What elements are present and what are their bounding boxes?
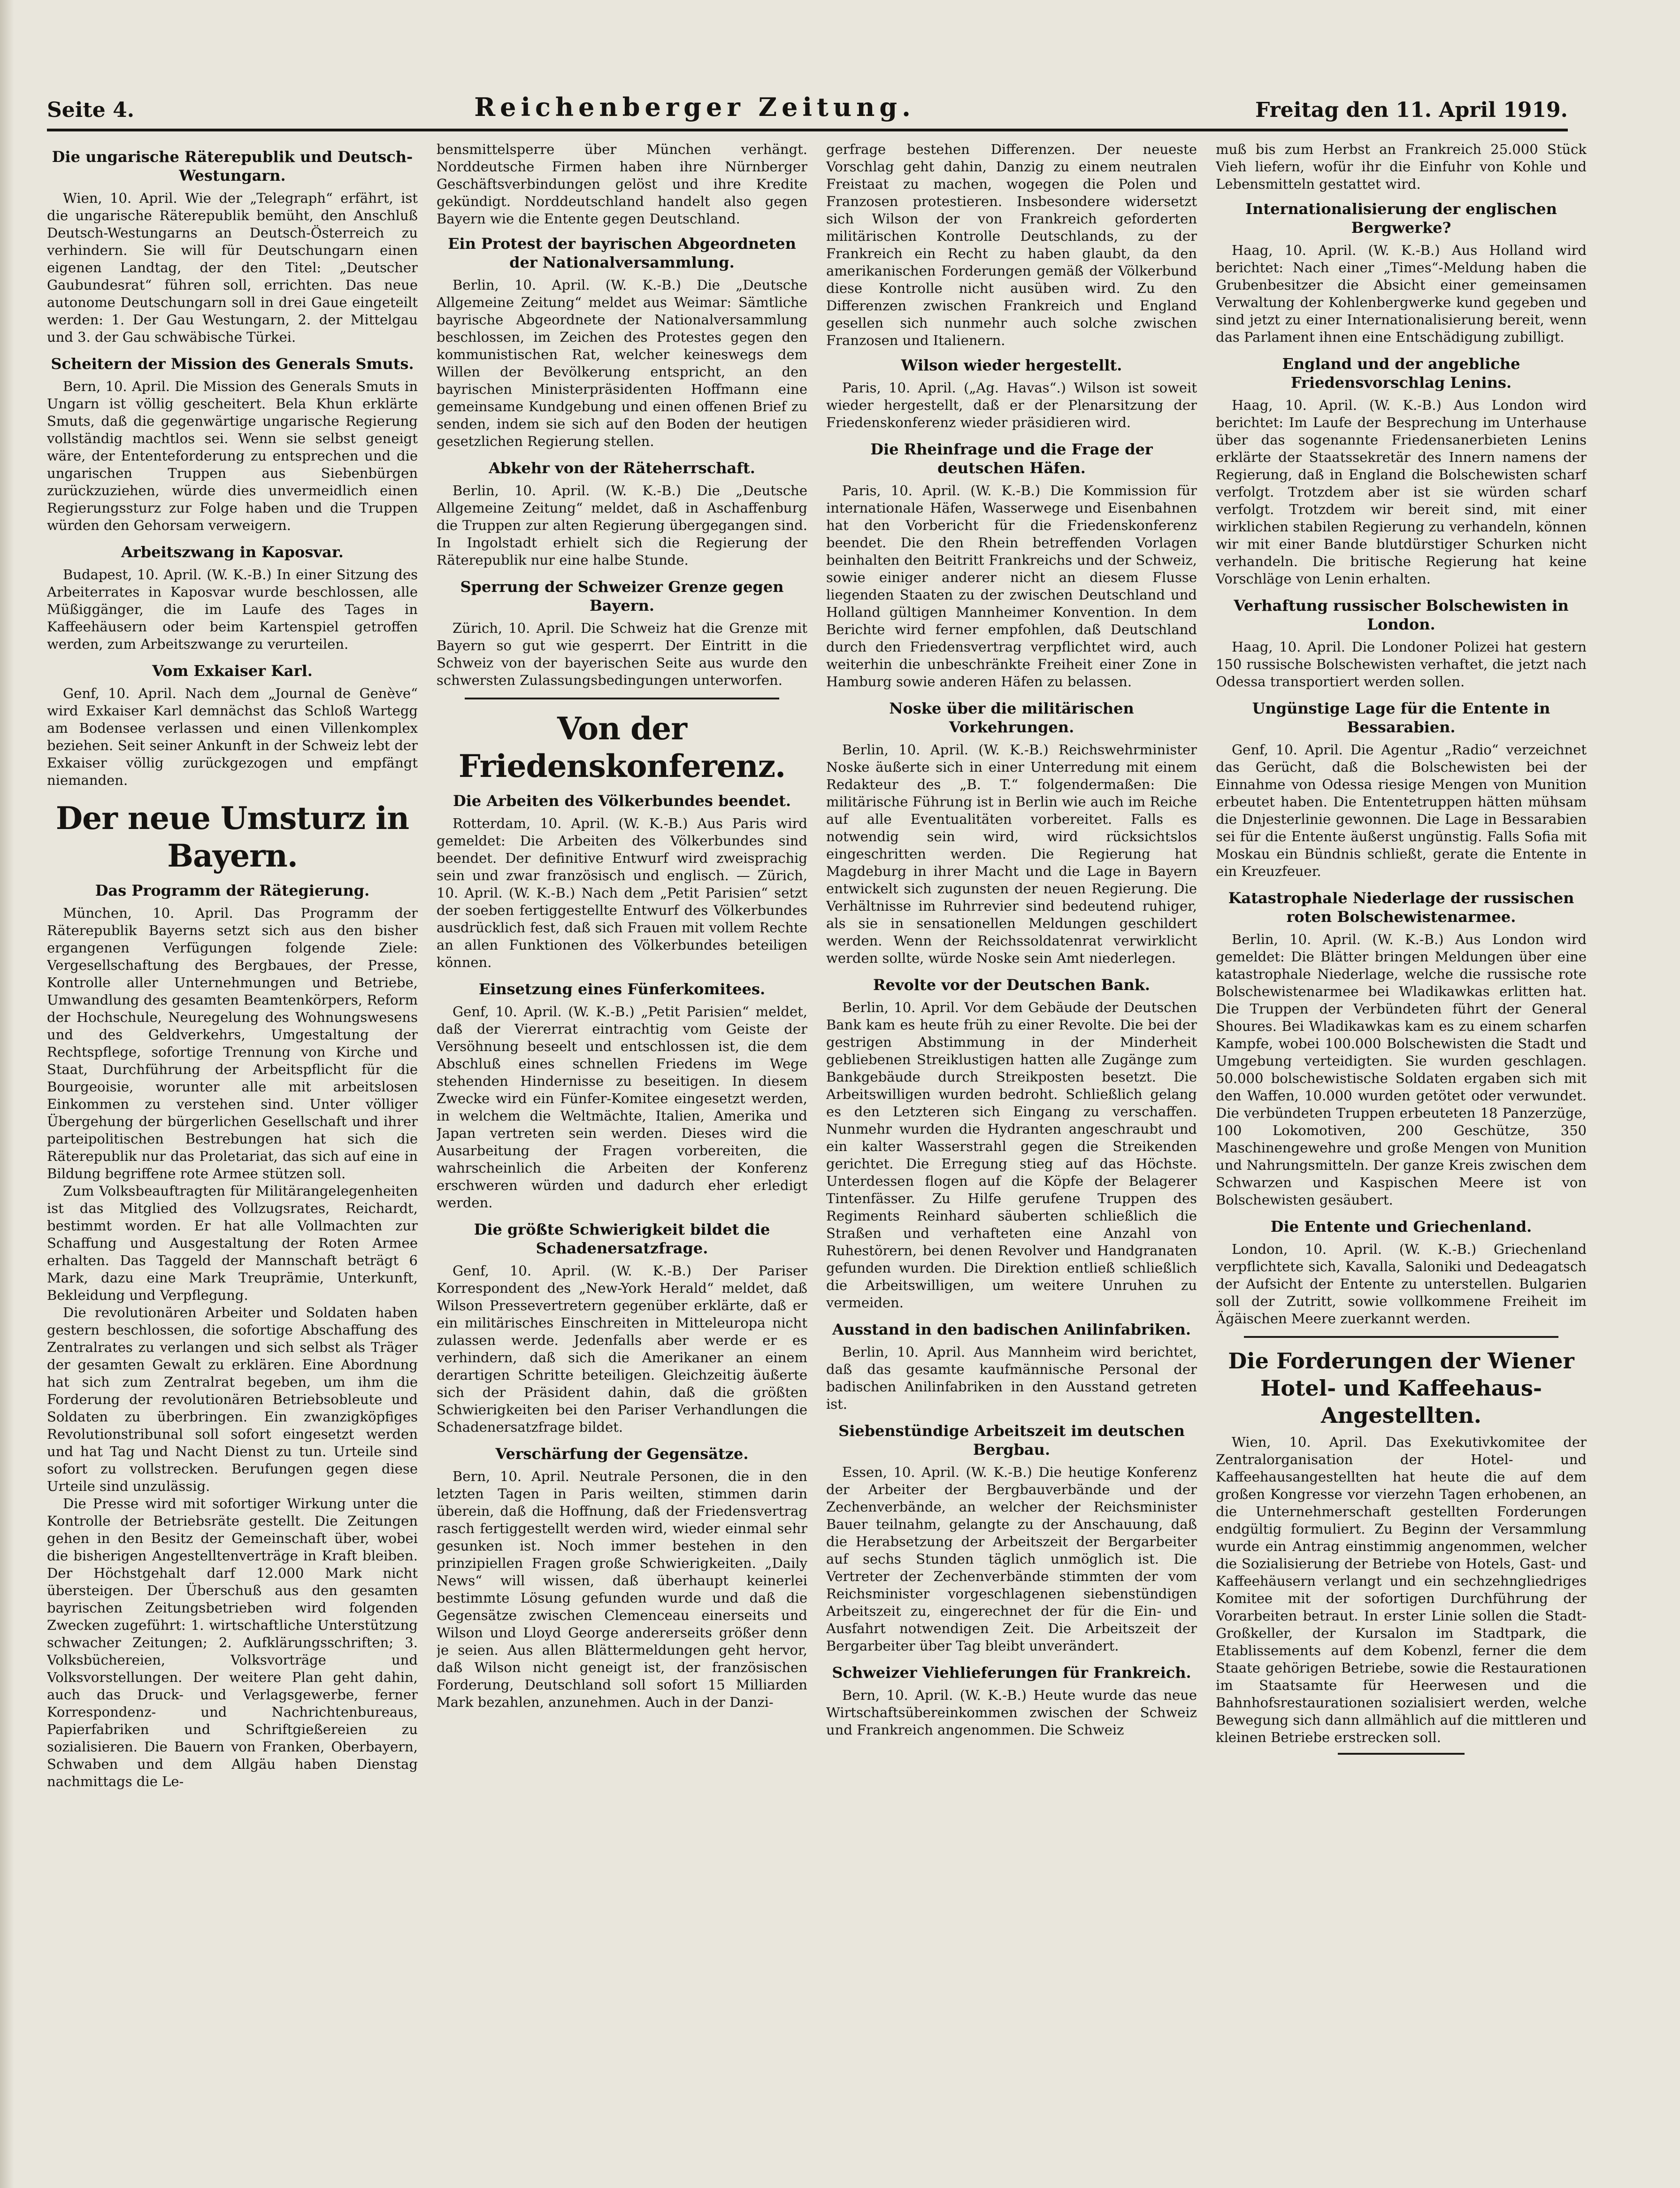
divider [1244, 1336, 1558, 1338]
column-1 [47, 141, 418, 2159]
continued-text: muß bis zum Herbst an Frankreich 25.000 Stück Vieh liefern, wofür ihr die Einfuhr von Kohle und Lebensmitteln gestattet wird. [1216, 141, 1587, 192]
article-paragraph: Die revolutionären Arbeiter und Soldaten haben gestern beschlossen, die sofortige Abschaffung des Zentralrates zu verlangen und sich selbst als Träger der gesamten Gewalt zu erklären. Eine Abordnung hat sich zum Zentralrat begeben, um ihm die Forderung der revolutionären Betriebsobleute und Soldaten zu überbringen. Ein zwanzigköpfiges Revolutionstribunal soll sofort eingesetzt werden und hat Tag und Nacht Dienst zu tun. Urteile sind sofort zu vollstrecken. Berufungen gegen diese Urteile sind unzulässig. [47, 1305, 418, 1494]
article-body: Haag, 10. April. (W. K.-B.) Aus London wird berichtet: Im Laufe der Besprechung im Unterhause über das sogenannte Friedensanerbieten Lenins erklärte der Staatssekretär des Innern namens der Regierung, daß in England die Bolschewisten scharf verfolgt. Trotzdem aber ist sie würden scharf verfolgt. Trotzdem wir bereit sind, mit einer wirklichen stabilen Regierung zu verhandeln, können wir mit einer Bande blutdürstiger Schurken nicht verhandeln. Die britische Regierung hat keine Vorschläge von Lenin erhalten. [1216, 397, 1587, 587]
article [826, 1320, 1197, 1413]
section-title: Von der Friedenskonferenz. [458, 710, 786, 784]
column-4 [1216, 141, 1587, 2159]
article-paragraph: Die Presse wird mit sofortiger Wirkung unter die Kontrolle der Betriebsräte gestellt. Die Zeitungen gehen in den Besitz der Gemeinschaft über, wobei die bisherigen Angestelltenverträge in Kraft bleiben. Der Höchstgehalt darf 12.000 Mark nicht übersteigen. Der Überschuß aus den gesamten bayrischen Zeitungsbetrieben wird folgenden Zwecken zugeführt: 1. wirtschaftliche Unterstützung schwacher Zeitungen; 2. Aufklärungsschriften; 3. Volksbüchereien, Volksvorträge und Volksvorstellungen. Der weitere Plan geht dahin, auch das Druck- und Verlagsgewerbe, ferner Korrespondenz- und Nachrichtenbureaus, Papierfabriken und Schriftgießereien zu sozialisieren. Die Bauern von Franken, Oberbayern, Schwaben und dem Allgäu haben Dienstag nachmittags die Le- [47, 1496, 418, 1789]
article-heading: Revolte vor der Deutschen Bank. [873, 976, 1151, 994]
scan-shadow [0, 0, 14, 2188]
article [1216, 200, 1587, 346]
article [1216, 596, 1587, 691]
article-heading: Scheitern der Mission des Generals Smuts. [51, 355, 414, 373]
article-heading: Schweizer Viehlieferungen für Frankreich. [832, 1664, 1191, 1681]
article-heading: Noske über die militärischen Vorkehrungen. [889, 699, 1134, 736]
article-heading: Die größte Schwierigkeit bildet die Schadenersatzfrage. [474, 1221, 770, 1257]
article-body: Genf, 10. April. Die Agentur „Radio“ verzeichnet das Gerücht, daß die Bolschewisten bei der Einnahme von Odessa riesige Mengen von Munition erbeutet haben. Die Ententetruppen hätten mühsam die Dnjesterlinie gewonnen. Die Lage in Bessarabien sei für die Entente äußerst ungünstig. Falls Sofia mit Moskau ein Bündnis schließt, gerate die Entente in ein Kreuzfeuer. [1216, 742, 1587, 879]
article-body: Genf, 10. April. (W. K.-B.) „Petit Parisien“ meldet, daß der Viererrat eintrachtig vom Geiste der Versöhnung beseelt und entschlossen ist, die dem Abschluß eines schnellen Friedens im Wege stehenden Hindernisse zu beseitigen. In diesem Zwecke wird ein Fünfer-Komitee eingesetzt werden, in welchem die Weltmächte, Italien, Amerika und Japan vertreten sein werden. Dieses wird die Ausarbeitung der Fragen vorbereiten, die wahrscheinlich die Arbeiten der Konferenz erschweren würden und dadurch eher erledigt werden. [437, 1004, 807, 1211]
article-heading: Die Entente und Griechenland. [1270, 1218, 1532, 1236]
article-body: Budapest, 10. April. (W. K.-B.) In einer Sitzung des Arbeiterrates in Kaposvar wurde beschlossen, alle Müßiggänger, die im Laufe des Tages in Kaffeehäusern oder beim Kartenspiel getroffen werden, zum Arbeitszwange zu verurteilen. [47, 567, 418, 652]
article [47, 147, 418, 346]
article [437, 980, 807, 1212]
article-body: Wien, 10. April. Wie der „Telegraph“ erfährt, ist die ungarische Räterepublik bemüht, den Anschluß Deutsch-Westungarns an Deutsch-Österreich zu verhindern. Sie will für Deutschungarn einen eigenen Landtag, der den Titel: „Deutscher Gaubundesrat“ führen soll, errichten. Das neue autonome Deutschungarn soll in drei Gaue eingeteilt werden: 1. Der Gau Westungarn, 2. der Mittelgau und 3. der Gau schwäbische Türkei. [47, 190, 418, 345]
columns [47, 141, 1587, 2159]
article [47, 543, 418, 653]
article-body: Wien, 10. April. Das Exekutivkomitee der Zentralorganisation der Hotel- und Kaffeehausangestellten hat heute die auf dem großen Kongresse vor vierzehn Tagen erhobenen, an die Unternehmerschaft gestellten Forderungen endgültig formuliert. Zu Beginn der Versammlung wurde ein Antrag einstimmig angenommen, welcher die Sozialisierung der Betriebe von Hotels, Gast- und Kaffeehäusern verlangt und ein sechzehngliedriges Komitee mit der sofortigen Durchführung der Vorarbeiten betraut. In erster Linie sollen die Stadt-Großkeller, der Kursalon im Stadtpark, die Etablissements auf dem Kobenzl, ferner die dem Staate gehörigen Betriebe, sowie die Restaurationen im Staatsamte für Heerwesen und die Bahnhofsrestaurationen sozialisiert werden, welche Bewegung sich dann allmählich auf die mittleren und kleinen Betriebe erstrecken soll. [1216, 1434, 1587, 1745]
article-heading: Katastrophale Niederlage der russischen roten Bolschewistenarmee. [1228, 889, 1574, 926]
article-heading: Internationalisierung der englischen Bergwerke? [1245, 200, 1557, 237]
article [1216, 699, 1587, 880]
article-heading: Verhaftung russischer Bolschewisten in London. [1234, 597, 1569, 633]
article-heading: Sperrung der Schweizer Grenze gegen Bayern. [460, 578, 784, 614]
article-heading: Vom Exkaiser Karl. [152, 662, 313, 680]
article-paragraph: München, 10. April. Das Programm der Räterepublik Bayerns setzt sich aus den bisher ergangenen Verfügungen folgende Ziele: Vergesellschaftung des Bergbaues, der Presse, Kontrolle aller Unternehmungen und Betriebe, Umwandlung des gesamten Beamtenkörpers, Reform der Hochschule, Neuregelung des Wohnungswesens und des Geldverkehrs, Umgestaltung der Rechtspflege, sofortige Trennung von Kirche und Staat, Durchführung der Arbeitspflicht für die Bourgeoisie, worunter alle mit arbeitslosen Einkommen zu verstehen sind. Unter völliger Übergehung der bürgerlichen Gesellschaft und ihrer parteipolitischen Bestrebungen hat sich die Räterepublik nur das Proletariat, das sich auf eine in Bildung begriffene rote Armee stützen soll. [47, 905, 418, 1182]
article [437, 1220, 807, 1436]
article-heading: Ungünstige Lage für die Entente in Bessarabien. [1252, 699, 1550, 736]
article [826, 1421, 1197, 1655]
section-title: Die Forderungen der Wiener Hotel- und Kaffeehaus-Angestellten. [1228, 1348, 1574, 1428]
column-3 [826, 141, 1197, 2159]
article [826, 975, 1197, 1312]
article-heading: England und der angebliche Friedensvorschlag Lenins. [1282, 355, 1520, 392]
continued-text: gerfrage bestehen Differenzen. Der neueste Vorschlag geht dahin, Danzig zu einem neutralen Freistaat zu machen, wogegen die Polen und Franzosen protestieren. Insbesondere widersetzt sich Wilson der von Frankreich geforderten militärischen Kontrolle Deutschlands, zu der Frankreich ein Recht zu haben glaubt, da den amerikanischen Forderungen gemäß der Völkerbund diese Kontrolle nicht ausüben wird. Zu den Differenzen zwischen Frankreich und England gesellen sich nunmehr auch solche zwischen Franzosen und Italienern. [826, 141, 1197, 348]
article-body: Berlin, 10. April. Aus Mannheim wird berichtet, daß das gesamte kaufmännische Personal der badischen Anilinfabriken in den Ausstand getreten ist. [826, 1344, 1197, 1412]
article [1216, 1217, 1587, 1328]
article-body: Paris, 10. April. (W. K.-B.) Die Kommission für internationale Häfen, Wasserwege und Eisenbahnen hat den Vorbericht für die Friedenskonferenz beendet. Die den Rhein betreffenden Vorlagen beinhalten den Beitritt Frankreichs und der Schweiz, sowie einiger anderer nicht an diesem Flusse liegenden Staaten zu der zwischen Deutschland und Holland gültigen Mannheimer Konvention. In dem Berichte wird ferner empfohlen, daß Deutschland durch den Friedensvertrag verpflichtet wird, auch weiterhin die unbeschränkte Freiheit einer Zone in Hamburg sowie anderen Häfen zu belassen. [826, 483, 1197, 690]
article [826, 440, 1197, 691]
article-paragraph: Zum Volksbeauftragten für Militärangelegenheiten ist das Mitglied des Vollzugsrates, Reichardt, bestimmt worden. Er hat alle Vollmachten zur Schaffung und Ausgestaltung der Roten Armee erhalten. Das Taggeld der Mannschaft beträgt 6 Mark, dazu eine Mark Treuprämie, Unterkunft, Bekleidung und Verpflegung. [47, 1183, 418, 1303]
article-body: Haag, 10. April. Die Londoner Polizei hat gestern 150 russische Bolschewisten verhaftet, die jetzt nach Odessa transportiert werden sollen. [1216, 639, 1587, 690]
divider [1338, 1753, 1465, 1755]
article-heading: Abkehr von der Räteherrschaft. [489, 459, 755, 477]
article-body: Berlin, 10. April. Vor dem Gebäude der Deutschen Bank kam es heute früh zu einer Revolte. Die bei der gestrigen Abstimmung in der Minderheit gebliebenen Streiklustigen hatten alle Zugänge zum Bankgebäude durch Streikposten besetzt. Die Arbeitswilligen wurden bedroht. Schließlich gelang es den Letzteren sich Eingang zu verschaffen. Nunmehr wurden die Hydranten angeschraubt und ein kalter Wasserstrahl gegen die Streikenden gerichtet. Die Erregung stieg auf das Höchste. Unterdessen flogen auf die Köpfe der Belagerer Tintenfässer. Zu Hilfe gerufene Truppen des Regiments Reinhard säuberten schließlich die Straßen und verhafteten eine Anzahl von Ruhestörern, bei denen Revolver und Handgranaten gefunden wurden. Die Direktion entließ schließlich die Arbeitswilligen, um weitere Unruhen zu vermeiden. [826, 999, 1197, 1311]
article-body: Paris, 10. April. („Ag. Havas“.) Wilson ist soweit wieder hergestellt, daß er der Plenarsitzung der Friedenskonferenz wieder präsidieren wird. [826, 380, 1197, 430]
article [1216, 354, 1587, 588]
article-heading: Ein Protest der bayrischen Abgeordneten der Nationalversammlung. [448, 235, 796, 271]
section-title: Der neue Umsturz in Bayern. [55, 800, 409, 874]
page-number: Seite 4. [47, 98, 135, 122]
article [1216, 889, 1587, 1209]
article-heading: Arbeitszwang in Kaposvar. [121, 543, 344, 561]
masthead [47, 80, 1568, 131]
article-body: Bern, 10. April. Die Mission des Generals Smuts in Ungarn ist völlig gescheitert. Bela Khun erklärte Smuts, daß die gegenwärtige ungarische Regierung vollständig machtlos sei. Wenn sie selbst geneigt wäre, der Ententeforderung zu entsprechen und die ungarischen Truppen aus Siebenbürgen zurückzuziehen, würde dies unvermeidlich einen Regierungssturz zur Folge haben und die Truppen würden den Gehorsam verweigern. [47, 378, 418, 533]
issue-date: Freitag den 11. April 1919. [1255, 98, 1568, 122]
article [437, 1444, 807, 1711]
article [437, 577, 807, 689]
article [437, 791, 807, 971]
article-body: Genf, 10. April. (W. K.-B.) Der Pariser Korrespondent des „New-York Herald“ meldet, daß Wilson Pressevertretern gegenüber erklärte, daß er ein militärisches Einschreiten in Mitteleuropa nicht zulassen werde. Jedenfalls aber werde er es verhindern, daß sich die Amerikaner an einem derartigen Schritte beteiligen. Gleichzeitig äußerte sich der Präsident dahin, daß die größten Schwierigkeiten bei den Pariser Verhandlungen die Schadenersatzfrage bildet. [437, 1263, 807, 1435]
article [437, 459, 807, 569]
article [47, 354, 418, 534]
article-heading: Ausstand in den badischen Anilinfabriken. [832, 1320, 1191, 1338]
article-heading: Die ungarische Räterepublik und Deutsch-Westungarn. [52, 148, 413, 184]
continued-text: bensmittelsperre über München verhängt. Norddeutsche Firmen haben ihre Nürnberger Geschäftsverbindungen gelöst und ihre Kredite gekündigt. Norddeutschland handelt also gegen Bayern wie die Entente gegen Deutschland. [437, 141, 807, 227]
article-heading: Verschärfung der Gegensätze. [495, 1445, 749, 1463]
article-body: Haag, 10. April. (W. K.-B.) Aus Holland wird berichtet: Nach einer „Times“-Meldung haben die Grubenbesitzer die Absicht einer gemeinsamen Verwaltung der Kohlenbergwerke kund gegeben und sind jetzt zu einer Internationalisierung bereit, wenn das Parlament ihnen eine Entschädigung zubilligt. [1216, 242, 1587, 345]
article [826, 356, 1197, 431]
article-body: Berlin, 10. April. (W. K.-B.) Die „Deutsche Allgemeine Zeitung“ meldet, daß in Aschaffenburg die Truppen zur alten Regierung übergegangen sind. In Ingolstadt erhielt sich die Regierung der Räterepublik nur eine halbe Stunde. [437, 483, 807, 568]
article-body: Zürich, 10. April. Die Schweiz hat die Grenze mit Bayern so gut wie gesperrt. Der Eintritt in die Schweiz von der bayerischen Seite aus wurde den schwersten Zulassungsbedingungen unterworfen. [437, 620, 807, 688]
article [826, 699, 1197, 967]
article-heading: Die Arbeiten des Völkerbundes beendet. [453, 792, 791, 810]
article [47, 661, 418, 789]
article-body: Berlin, 10. April. (W. K.-B.) Reichswehrminister Noske äußerte sich in einer Unterredung mit einem Redakteur des „B. T.“ folgendermaßen: Die militärische Führung ist in Berlin wie auch im Reiche auf alle Eventualitäten vorbereitet. Falls es notwendig sein wird, wird rücksichtslos eingeschritten werden. Die Regierung hat Magdeburg in ihrer Macht und die Lage in Bayern entwickelt sich zugunsten der neuen Regierung. Die Verhältnisse im Ruhrrevier sind bedeutend ruhiger, als sie in sensationellen Meldungen geschildert werden. Wenn der Reichssoldatenrat verwirklicht werden sollte, würde Noske sein Amt niederlegen. [826, 742, 1197, 966]
article [437, 234, 807, 450]
article-body: Berlin, 10. April. (W. K.-B.) Die „Deutsche Allgemeine Zeitung“ meldet aus Weimar: Sämtliche bayrische Abgeordnete der Nationalversammlung beschlossen, im Zeichen des Protestes gegen den kommunistischen Rat, welcher keineswegs dem Willen der Bevölkerung entspricht, an den bayrischen Ministerpräsidenten Hoffmann eine gemeinsame Kundgebung und einen offenen Brief zu senden, indem sie sich auf den Boden der heutigen gesetzlichen Regierung stellen. [437, 277, 807, 449]
article-body: Bern, 10. April. (W. K.-B.) Heute wurde das neue Wirtschaftsübereinkommen zwischen der Schweiz und Frankreich angenommen. Die Schweiz [826, 1687, 1197, 1738]
article-body: Bern, 10. April. Neutrale Personen, die in den letzten Tagen in Paris weilten, stimmen darin überein, daß die Hoffnung, daß der Friedensvertrag rasch fertiggestellt werden wird, wieder einmal sehr gesunken ist. Noch immer bestehen in den prinzipiellen Fragen große Schwierigkeiten. „Daily News“ will wissen, daß überhaupt keinerlei bestimmte Lösung gefunden wurde und daß die Gegensätze zwischen Clemenceau einerseits und Wilson und Lloyd George andererseits größer denn je seien. Aus allen Blättermeldungen geht hervor, daß Wilson nicht geneigt ist, der französischen Forderung, Deutschland soll sofort 15 Milliarden Mark bezahlen, anzunehmen. Auch in der Danzi- [437, 1468, 807, 1710]
article-heading: Wilson wieder hergestellt. [901, 356, 1122, 374]
article-heading: Die Rheinfrage und die Frage der deutschen Häfen. [870, 440, 1153, 477]
article-body: London, 10. April. (W. K.-B.) Griechenland verpflichtete sich, Kavalla, Saloniki und Dedeagatsch der Aufsicht der Entente zu unterstellen. Bulgarien soll der Zutritt, sowie vollkommene Freiheit im Ägäischen Meere zuerkannt werden. [1216, 1241, 1587, 1327]
article-heading: Einsetzung eines Fünferkomitees. [478, 980, 766, 998]
article-body: Essen, 10. April. (W. K.-B.) Die heutige Konferenz der Arbeiter der Bergbauverbände und der Zechenverbände, an welcher der Reichsminister Bauer teilnahm, gelangte zu der Anschauung, daß die Herabsetzung der Arbeitszeit der Bergarbeiter auf sechs Stunden täglich unmöglich ist. Die Vertreter der Zechenverbände stimmten der vom Reichsminister vorgeschlagenen siebenstündigen Arbeitszeit zu, eingerechnet der für die Ein- und Ausfahrt notwendigen Zeit. Die Arbeitszeit der Bergarbeiter über Tag bleibt unverändert. [826, 1464, 1197, 1654]
article-heading: Das Programm der Rätegierung. [95, 882, 370, 899]
newspaper-title: Reichenberger Zeitung. [474, 92, 915, 122]
article-body: Genf, 10. April. Nach dem „Journal de Genève“ wird Exkaiser Karl demnächst das Schloß Wartegg am Bodensee verlassen und einen Villenkomplex beziehen. Seit seiner Ankunft in der Schweiz lebt der Exkaiser völlig zurückgezogen und empfängt niemanden. [47, 685, 418, 788]
divider [465, 698, 779, 699]
column-2 [437, 141, 807, 2159]
article-body: Berlin, 10. April. (W. K.-B.) Aus London wird gemeldet: Die Blätter bringen Meldungen über eine katastrophale Niederlage, welche die russische rote Bolschewistenarmee bei Wladikawkas erlitten hat. Die Truppen der Verbündeten führt der General Shoures. Bei Wladikawkas kam es zu einem scharfen Kampfe, wobei 100.000 Bolschewisten die Stadt und Umgebung verteidigten. Sie wurden geschlagen. 50.000 bolschewistische Soldaten ergaben sich mit den Waffen, 10.000 wurden getötet oder verwundet. Die verbündeten Truppen erbeuteten 18 Panzerzüge, 100 Lokomotiven, 200 Geschütze, 350 Maschinengewehre und große Mengen von Munition und Nahrungsmitteln. Der ganze Kreis zwischen dem Schwarzen und Kaspischen Meere ist von Bolschewisten gesäubert. [1216, 931, 1587, 1208]
article-heading: Siebenstündige Arbeitszeit im deutschen Bergbau. [838, 1422, 1185, 1459]
article [826, 1663, 1197, 1739]
article-body: Rotterdam, 10. April. (W. K.-B.) Aus Paris wird gemeldet: Die Arbeiten des Völkerbundes sind beendet. Der definitive Entwurf wird zweisprachig sein und zwar französisch und englisch. — Zürich, 10. April. (W. K.-B.) Nach dem „Petit Parisien“ setzt der soeben fertiggestellte Entwurf des Völkerbundes ausdrücklich fest, daß sich Frauen mit vollem Rechte an allen Funktionen des Völkerbundes beteiligen können. [437, 815, 807, 970]
